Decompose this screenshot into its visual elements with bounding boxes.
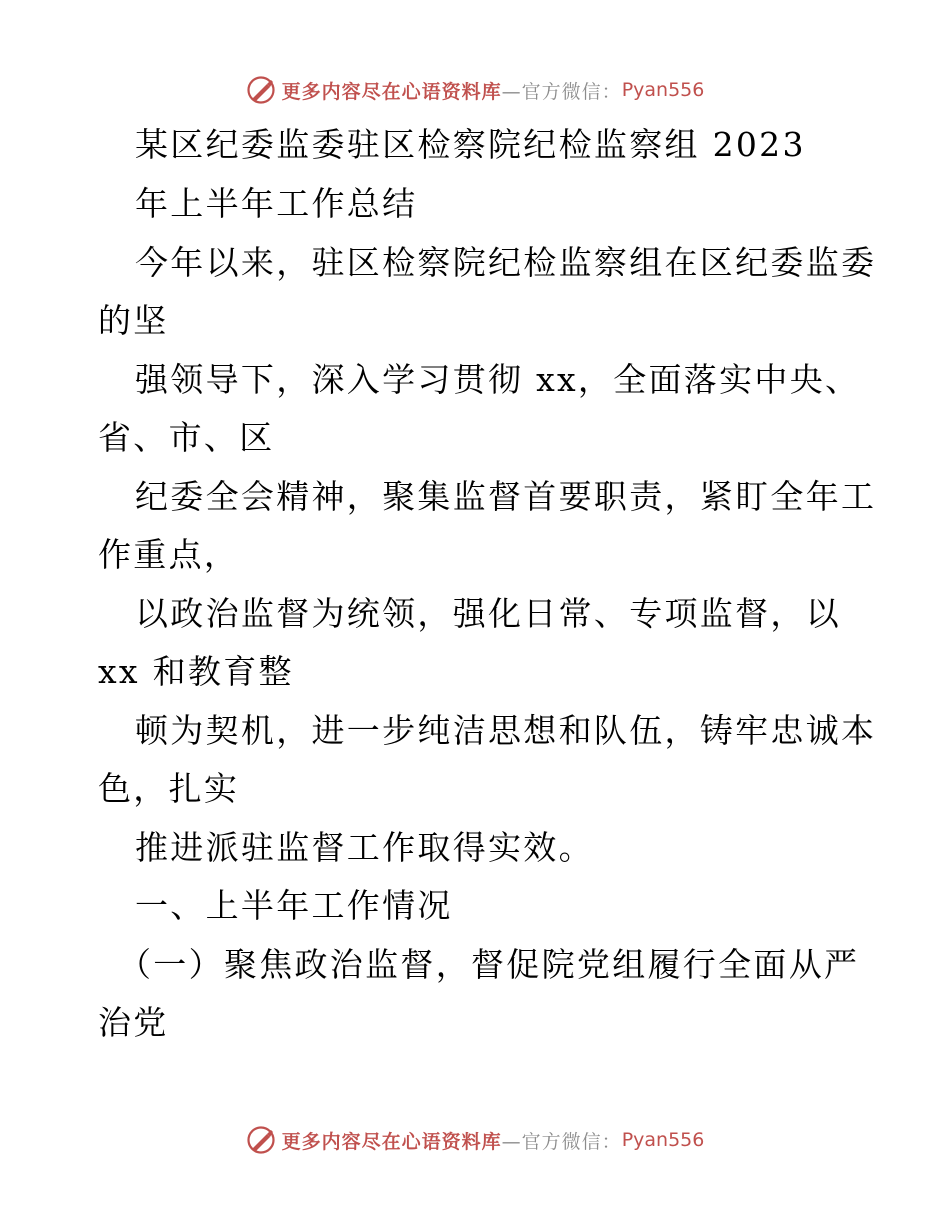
watermark-brand-text: 更多内容尽在心语资料库 bbox=[281, 80, 502, 103]
paragraph-line: 以政治监督为统领，强化日常、专项监督，以 bbox=[135, 594, 841, 633]
paragraph-line: 治党 bbox=[98, 1003, 169, 1042]
paragraph-line: 顿为契机，进一步纯洁思想和队伍，铸牢忠诚本 bbox=[135, 711, 877, 750]
paragraph-line: 省、市、区 bbox=[98, 418, 275, 457]
footer-watermark bbox=[0, 1120, 950, 1160]
paragraph-line: 今年以来，驻区检察院纪检监察组在区纪委监委 bbox=[135, 243, 877, 282]
pen-logo-icon bbox=[246, 1125, 276, 1155]
paragraph-line: 强领导下，深入学习贯彻 xx，全面落实中央、 bbox=[135, 360, 861, 399]
paragraph-line: 的坚 bbox=[98, 301, 169, 340]
watermark-official-text: —官方微信： bbox=[501, 1130, 622, 1153]
paragraph-line: xx 和教育整 bbox=[98, 652, 294, 691]
subsection-heading: （一）聚焦政治监督，督促院党组履行全面从严 bbox=[118, 945, 860, 984]
section-heading: 一、上半年工作情况 bbox=[135, 886, 453, 925]
paragraph-line: 推进派驻监督工作取得实效。 bbox=[135, 828, 594, 867]
pen-logo-icon bbox=[246, 75, 276, 105]
document-title-line-2: 年上半年工作总结 bbox=[135, 184, 418, 223]
paragraph-line: 作重点， bbox=[98, 535, 240, 574]
header-watermark bbox=[0, 70, 950, 110]
watermark-brand-text: 更多内容尽在心语资料库 bbox=[281, 1130, 502, 1153]
watermark-wechat-id: Pyan556 bbox=[621, 1129, 705, 1151]
paragraph-line: 色，扎实 bbox=[98, 769, 240, 808]
watermark-wechat-id: Pyan556 bbox=[621, 79, 705, 101]
document-title-line-1: 某区纪委监委驻区检察院纪检监察组 2023 bbox=[135, 125, 806, 164]
watermark-official-text: —官方微信： bbox=[501, 80, 622, 103]
paragraph-line: 纪委全会精神，聚集监督首要职责，紧盯全年工 bbox=[135, 477, 877, 516]
